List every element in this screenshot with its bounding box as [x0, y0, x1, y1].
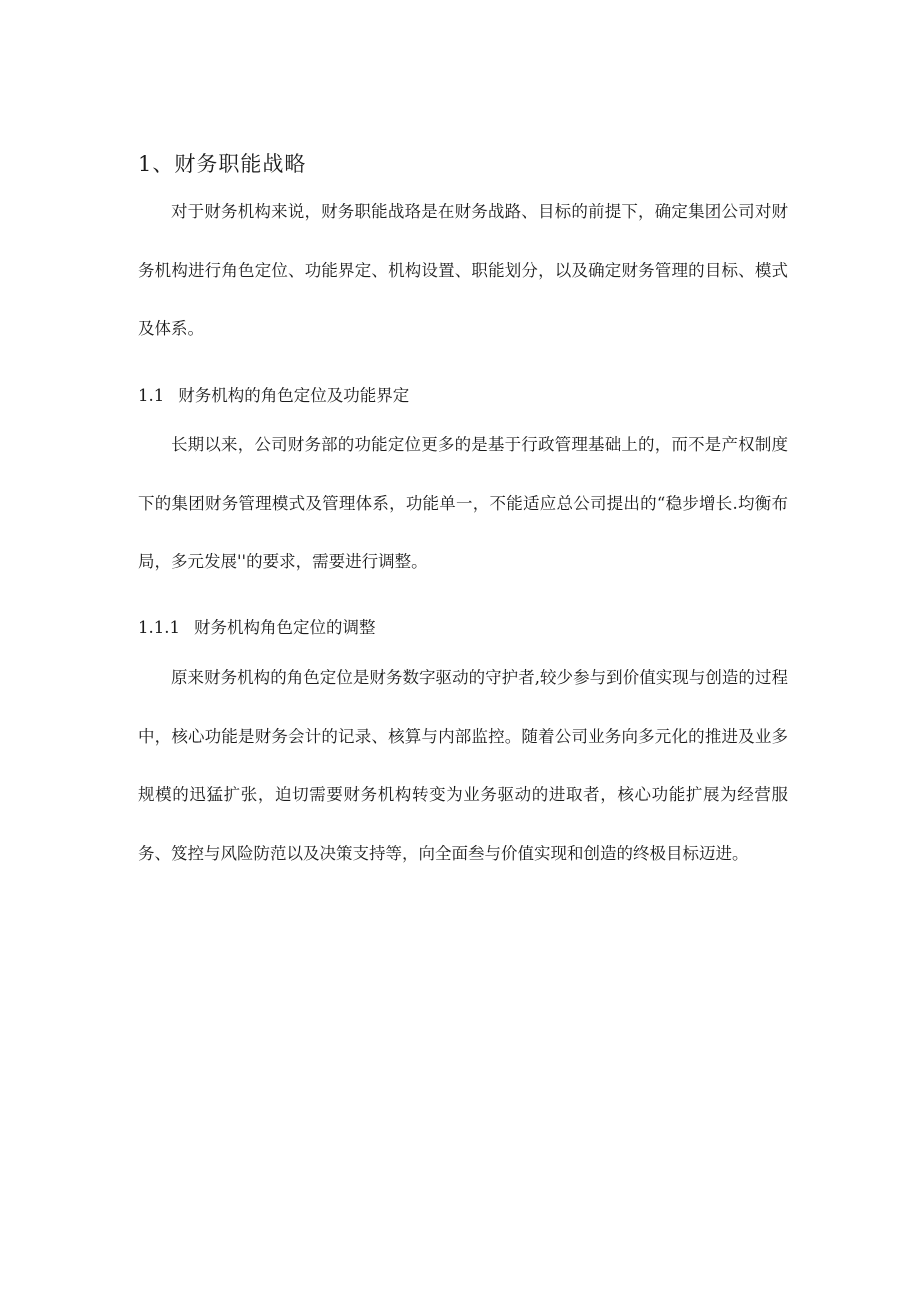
section-1-heading: [138, 146, 306, 182]
section-1-1-1-paragraph: 原来财务机构的角色定位是财务数字驱动的守护者,较少参与到价值实现与创造的过程中，核心功能是财务会计的记录、核算与内部监控。随着公司业务向多元化的推进及业多规模的迅猛扩张，迫切需要财务机构转变为业务驱动的进取者，核心功能扩展为经营服务、笈控与风险防范以及决策支持等，向全面叁与价值实现和创造的终极目标迈进。: [138, 668, 788, 863]
section-1-1-title: 财务机构的角色定位及功能界定: [178, 386, 410, 405]
section-1-title: 财务职能战略: [174, 152, 307, 176]
section-1-1-heading: [138, 381, 409, 411]
section-1-1-1-heading: [138, 613, 375, 643]
section-1-number: 1、: [138, 152, 175, 176]
section-1-1-number: 1.1: [138, 386, 165, 405]
section-1-paragraph: 对于财务机构来说，财务职能战珞是在财务战路、目标的前提下，确定集团公司对财务机构进行角色定位、功能界定、机构设置、职能划分，以及确定财务管理的目标、模式及体系。: [138, 202, 788, 338]
section-1-1-paragraph: 长期以来，公司财务部的功能定位更多的是基于行政管理基础上的，而不是产权制度下的集团财务管理模式及管理体系，功能单一，不能适应总公司提出的“稳步增长.均衡布局，多元发展''的要求，需要进行调整。: [138, 435, 788, 571]
section-1-1-1-title: 财务机构角色定位的调整: [193, 618, 376, 637]
section-1-1-1-number: 1.1.1: [138, 618, 180, 637]
